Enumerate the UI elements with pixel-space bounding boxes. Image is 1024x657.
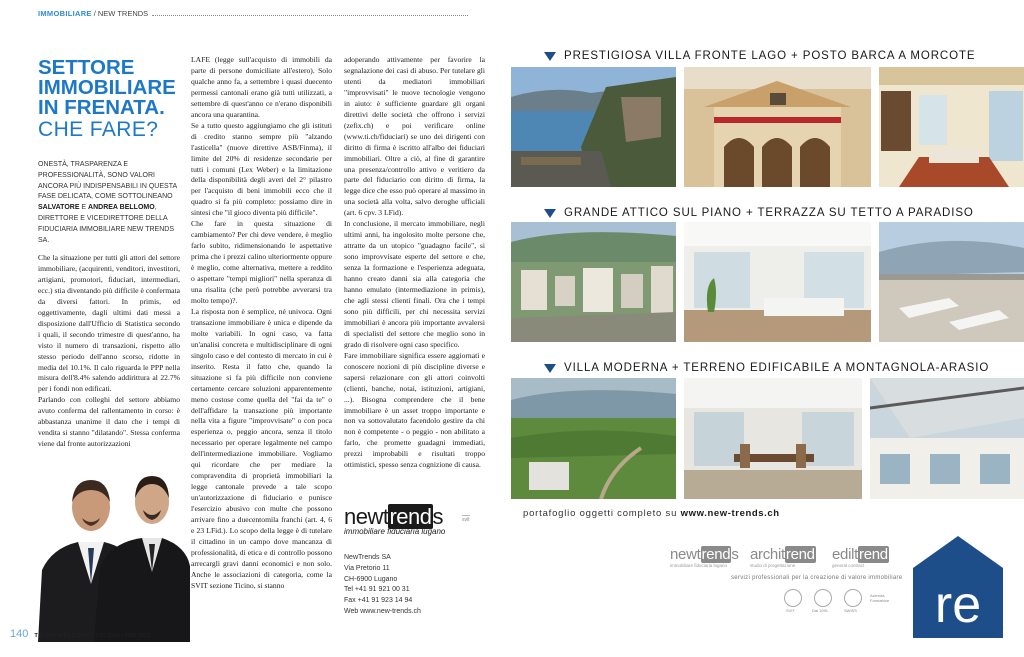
- re-house-logo: [913, 534, 1003, 638]
- since-1991-badge-icon: [814, 589, 832, 607]
- company-name: NewTrends SA: [344, 554, 391, 561]
- newtrends-logo-word: newtrends: [344, 504, 444, 529]
- company-tel: Tel +41 91 921 00 31: [344, 586, 410, 594]
- article-intro: [38, 160, 180, 246]
- re-logo-text: re: [934, 576, 982, 634]
- listing-title-morcote: PRESTIGIOSA VILLA FRONTE LAGO + POSTO BARCA A MORCOTE: [544, 49, 975, 63]
- swiss-badge-label: SWISS: [844, 608, 857, 613]
- listing-photo-modern-villa-dining: [684, 378, 862, 499]
- company-web[interactable]: Web www.new-trends.ch: [344, 607, 421, 615]
- listing-title-paradiso: GRANDE ATTICO SUL PIANO + TERRAZZA SU TETTO A PARADISO: [544, 206, 974, 220]
- dotted-rule: [152, 10, 468, 16]
- brand-logos: [670, 546, 910, 576]
- magazine-credit: TICINO WELCOME • DIC 2014 / FEB 2015: [34, 633, 151, 639]
- paragraph: Fare immobiliare significa essere aggiornati e conoscere nozioni di più discipline diverse e sapersi relazionare con gli attori coinvolti (clienti, banche, notai, istituzioni, artigiani, ...). Bisogna comprendere che il bene immobiliare è un asset troppo importante e non va sottovalutato facendolo gestire da chi non è competente - o peggio - non abilitato a farlo, che promette guadagni immediati, prezzi improbabili e risultati troppo ottimistici, spesso senza cognizione di causa.: [344, 350, 485, 470]
- headline-line-2: IMMOBILIARE: [38, 76, 176, 99]
- headline-line-4: CHE FARE?: [38, 118, 159, 141]
- company-street: Via Pretorio 11: [344, 564, 390, 572]
- svit-badge-label: SVIT: [786, 608, 795, 613]
- paragraph: Se a tutto questo aggiungiamo che gli istituti di credito stanno sempre più "alzando l'asticella" (nuove direttive ASB/Finma), il limite del 20% di residenze secondarie per tutti i comuni (Lex Weber) e la limitazione della disponibilità degli averi del 2° pilastro per l'acquisto di beni immobili ecco che il quadro si fa più completo: possiamo dire in sintesi che "il gioco diventa più difficile".: [191, 120, 332, 218]
- triangle-bullet-icon: [544, 209, 556, 218]
- svit-mark: svit: [462, 517, 470, 523]
- listing-title-montagnola: VILLA MODERNA + TERRENO EDIFICABILE A MONTAGNOLA-ARASIO: [544, 361, 989, 375]
- subsection-label: / NEW TRENDS: [93, 8, 149, 18]
- brand-newtrends: newtrends: [670, 546, 739, 563]
- article-column-1: [38, 253, 180, 450]
- intro-role: , DIRETTORE E VICEDIRETTORE DELLA FIDUCIARIA IMMOBILIARE NEW TRENDS SA.: [38, 204, 174, 244]
- intro-and: E: [79, 204, 89, 212]
- headline-line-3: IN FRENATA.: [38, 96, 165, 119]
- listing-photo-villa-facade: [684, 67, 871, 187]
- listing-photo-hill-aerial: [511, 378, 676, 499]
- triangle-bullet-icon: [544, 364, 556, 373]
- paragraph: adoperando attivamente per favorire la segnalazione dei casi di abuso. Per tutelare gli utenti da mediatori immobiliari "improvvisati" le nuove tecnologie vengono in aiuto: è sufficiente guardare gli organi direttivi delle società che offrono i servizi (zefix.ch) e poi verificare online (www.ti.ch/fiduciari) se uno dei dirigenti con diritto di firma è iscritto all'albo dei fiduciari immobiliari. Oltre a ciò, al fine di garantire una presenza/controllo attivo e veritiero da parte del fiduciario con diritto di firma, la legge dice che esso può operare al massimo in una società alla volta, salvo deroghe ufficiali (art. 6 cpv. 3 LFid).: [344, 55, 485, 218]
- headline-line-1: SETTORE: [38, 56, 135, 79]
- svit-badge-icon: [784, 589, 802, 607]
- listing-photo-lake-villa: [511, 67, 676, 187]
- swiss-badge-icon: [844, 589, 862, 607]
- paragraph: In conclusione, il mercato immobiliare, negli ultimi anni, ha ingolosito molte persone che, attratte da un utopico "guadagno facile", si sono improvvisate esperte del settore e che, senza la formazione e l'esperienza adeguata, hanno creato danni sia alla categoria che hanno emulato (intermediazione in primis), che agli stessi clienti finali. Ora che i tempi sono più difficili, per chi necessita servizi immobiliari è ancora più importante avvalersi di specialisti del settore che meglio sono in grado di risolvere ogni caso specifico.: [344, 219, 485, 349]
- listing-photo-roof-terrace: [879, 222, 1024, 342]
- company-address: [344, 553, 485, 618]
- triangle-bullet-icon: [544, 52, 556, 61]
- article-column-2: [191, 55, 332, 592]
- section-label: IMMOBILIARE: [38, 8, 92, 18]
- portfolio-line: [523, 508, 843, 519]
- brand-newtrends-sub: immobiliare fiduciaria lugano: [670, 563, 728, 568]
- page-footer: [10, 628, 150, 644]
- page-number: 140: [10, 628, 29, 640]
- listing-photo-city-aerial: [511, 222, 676, 342]
- intro-name-1: SALVATORE: [38, 204, 80, 212]
- listing-photo-attic-living: [684, 222, 871, 342]
- portfolio-text: portafoglio oggetti completo su: [523, 508, 678, 519]
- paragraph: La risposta non è semplice, né univoca. Ogni transazione immobiliare è unica e dipende da molte variabili. In ogni caso, va fatta un'analisi concreta e multidisciplinare di ogni singolo caso e del contesto di mercato in cui è inserito. Resta il fatto che, quando la situazione si fa più difficile non conviene certamente cercare soluzioni apparentemente meno costose come quella del "fai da te" o dell'affidare la transazione più importante nella vita a figure "improvvisate" o con poca esperienza o, peggio ancora, senza il titolo necessario per operare legalmente nel campo dell'intermediazione immobiliare. Vogliamo qui ricordare che per mediare la compravendita di proprietà immobiliari la legge cantonale prevede a tale scopo un'autorizzazione di fiduciario e punisce l'esercizio abusivo con multe che possono arrivare fino a duecentomila franchi (art. 4, 6 e 23 LFid.). Lo scopo della legge è di tutelare il cittadino in un campo dove mancanza di professionalità, di etica e di controllo possono arrecargli gravi danni economici e non solo. Anche le associazioni di categoria, come la SVIT sezione Ticino, si stanno: [191, 306, 332, 590]
- brand-ediltrend-sub: general contract: [832, 563, 865, 568]
- certification-badges: [784, 589, 894, 615]
- paragraph: Parlando con colleghi del settore abbiamo avuto conferma del rallentamento in corso: è abbastanza unanime il dato che i tempi di vendita si stanno "dilatando". Stessa conferma viene dal fronte autorizzazioni: [38, 395, 180, 449]
- newtrends-logo: [344, 505, 485, 545]
- company-fax: Fax +41 91 923 14 94: [344, 597, 413, 605]
- newtrends-logo-tagline: immobiliare fiduciaria lugano: [344, 527, 446, 536]
- paragraph: Che fare in questa situazione di cambiamento? Per chi deve vendere, è meglio farlo subito, ridimensionando le aspettative prima che i prezzi calino ulteriormente oppure è meglio, come alternativa, mettere a reddito o aspettare "tempi migliori" nella speranza di una risalita (che però potrebbe avverarsi tra molto tempo)?.: [191, 219, 332, 305]
- directors-photo: [38, 462, 190, 642]
- services-tagline: servizi professionali per la creazione di valore immobiliare: [731, 575, 903, 581]
- paragraph: Che la situazione per tutti gli attori del settore immobiliare, (acquirenti, venditori, investitori, artigiani, promotori, fiduciari, intermediari, ecc.) stia diventando più difficile è confermata da diversi fattori. In primis, ed oggettivamente, dagli ultimi dati messi a disposizione dall'Ufficio di Statistica secondo i quali, il secondo trimestre di quest'anno, ha visto il numero di transazioni, rispetto allo stesso periodo dell'anno scorso, ridotte in media del 10.1%. Il calo riguarda le PPP nella misura dell'8.4% salendo addirittura al 22.7% per i fondi non edificati.: [38, 253, 180, 394]
- paragraph: LAFE (legge sull'acquisto di immobili da parte di persone domiciliate all'estero). Solo qualche anno fa, a settembre i quasi duecento permessi cantonali erano già tutti utilizzati, a settembre di quest'anno ce n'erano disponibili ancora una quarantina.: [191, 55, 332, 119]
- company-city: CH-6900 Lugano: [344, 575, 398, 583]
- brand-ediltrend: ediltrend: [832, 546, 888, 563]
- intro-lead: ONESTÀ, TRASPARENZA E PROFESSIONALITÀ, SONO VALORI ANCORA PIÙ INDISPENSABILI IN QUESTA FASE DELICATA, COME SOTTOLINEANO: [38, 161, 177, 201]
- since-1991-badge-label: Dal 1991: [812, 608, 829, 613]
- intro-name-2: ANDREA BELLOMO: [88, 204, 155, 212]
- listing-photo-villa-interior: [879, 67, 1024, 187]
- section-header: [38, 6, 468, 20]
- training-company-label: Azienda Formatrice: [870, 593, 890, 603]
- article-column-3: [344, 55, 485, 471]
- article-headline: [38, 58, 188, 142]
- brand-architrend: architrend: [750, 546, 815, 563]
- brand-architrend-sub: studio di progettazione: [750, 563, 796, 568]
- listing-photo-modern-villa-exterior: [870, 378, 1024, 499]
- portfolio-link[interactable]: www.new-trends.ch: [680, 508, 780, 519]
